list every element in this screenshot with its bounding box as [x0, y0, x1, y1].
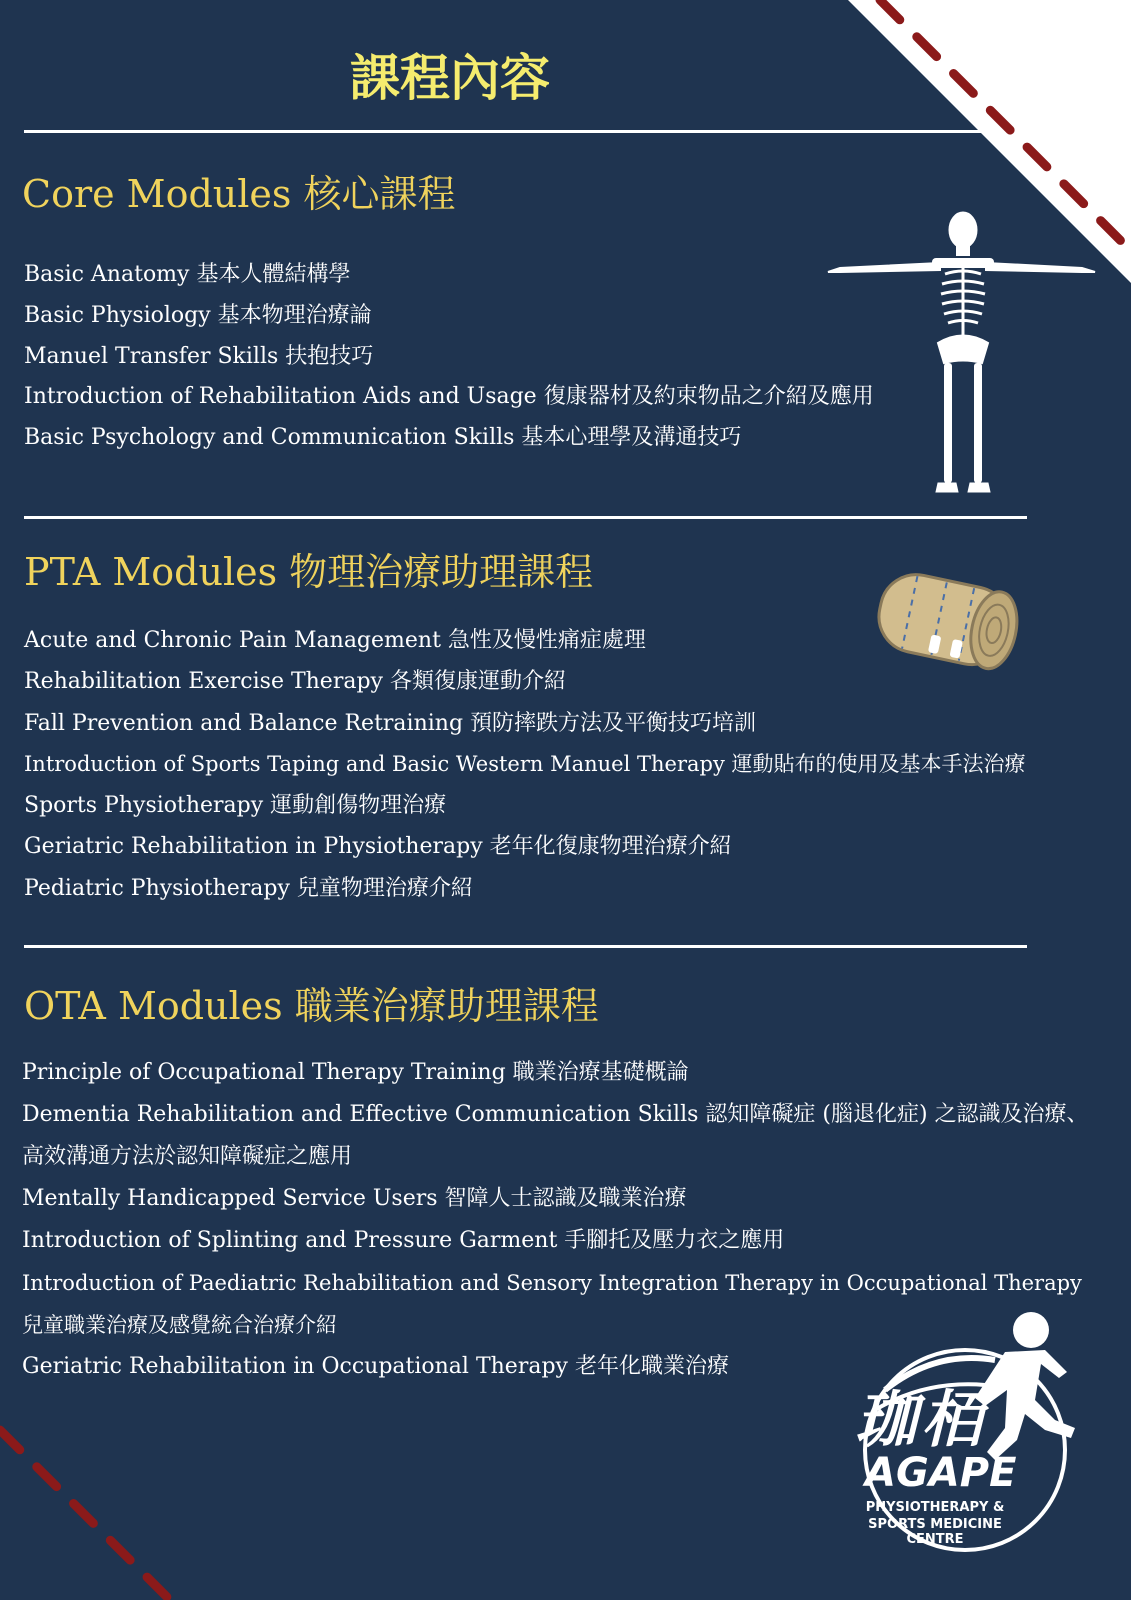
page-title: 課程內容 — [350, 49, 550, 107]
logo-english-name: AGAPE — [865, 1450, 1017, 1496]
list-item: Acute and Chronic Pain Management 急性及慢性痛症處理 — [24, 628, 646, 653]
list-item: Mentally Handicapped Service Users 智障人士認識及職業治療 — [22, 1186, 687, 1211]
list-item: Rehabilitation Exercise Therapy 各類復康運動介紹 — [24, 669, 566, 695]
divider-top — [24, 130, 982, 133]
list-item: Manuel Transfer Skills 扶抱技巧 — [24, 343, 374, 369]
list-item: Geriatric Rehabilitation in Occupational Therapy 老年化職業治療 — [22, 1354, 729, 1379]
pta-modules-heading: PTA Modules 物理治療助理課程 — [24, 550, 594, 594]
list-item: Introduction of Rehabilitation Aids and Usage 復康器材及約束物品之介紹及應用 — [24, 384, 874, 410]
logo-chinese-name: 珈栢 — [855, 1383, 988, 1456]
list-item: Principle of Occupational Therapy Training 職業治療基礎概論 — [22, 1060, 689, 1085]
list-item: Introduction of Paediatric Rehabilitation and Sensory Integration Therapy in Occupational Therapy 兒童職業治療及感覺統合治療介紹 — [22, 1271, 1082, 1337]
list-item: Pediatric Physiotherapy 兒童物理治療介紹 — [24, 875, 473, 901]
divider-core-pta — [24, 516, 1027, 519]
skeleton-icon — [820, 208, 1110, 508]
list-item: Introduction of Splinting and Pressure Garment 手腳托及壓力衣之應用 — [22, 1228, 785, 1253]
bandage-roll-icon — [868, 560, 1033, 690]
divider-pta-ota — [24, 945, 1027, 948]
list-item: Introduction of Sports Taping and Basic Western Manuel Therapy 運動貼布的使用及基本手法治療 — [24, 751, 1026, 776]
list-item: Dementia Rehabilitation and Effective Communication Skills 認知障礙症 (腦退化症) 之認識及治療、高效溝通方法於認知障礙症之應用 — [22, 1102, 1089, 1169]
list-item: Basic Psychology and Communication Skills 基本心理學及溝通技巧 — [24, 425, 742, 451]
core-modules-list — [24, 255, 874, 459]
list-item: Fall Prevention and Balance Retraining 預防摔跌方法及平衡技巧培訓 — [24, 710, 757, 736]
agape-logo — [845, 1310, 1085, 1560]
list-item: Basic Physiology 基本物理治療論 — [24, 302, 372, 328]
logo-subtitle-line1: PHYSIOTHERAPY & — [865, 1500, 1005, 1515]
core-modules-heading: Core Modules 核心課程 — [22, 172, 456, 216]
logo-subtitle-line2: SPORTS MEDICINE CENTRE — [868, 1517, 1002, 1547]
list-item: Geriatric Rehabilitation in Physiotherapy 老年化復康物理治療介紹 — [24, 834, 732, 860]
list-item: Sports Physiotherapy 運動創傷物理治療 — [24, 793, 447, 819]
ota-modules-heading: OTA Modules 職業治療助理課程 — [24, 984, 599, 1028]
list-item: Basic Anatomy 基本人體結構學 — [24, 262, 351, 287]
